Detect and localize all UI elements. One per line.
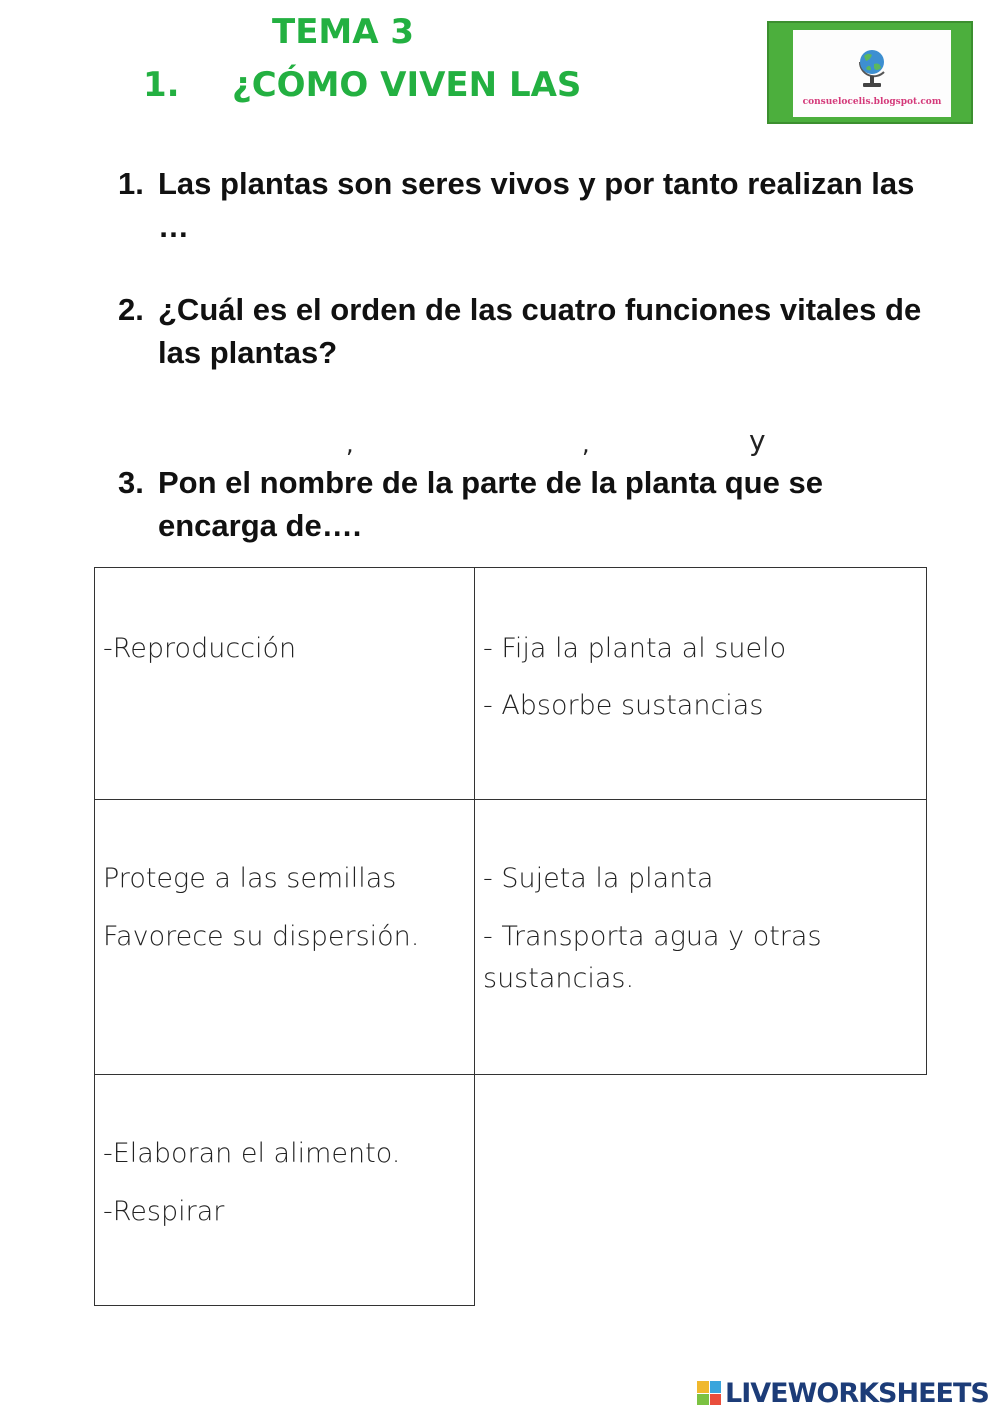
brand-name: LIVEWORKSHEETS: [725, 1377, 989, 1409]
blog-logo: [767, 21, 973, 124]
answer-separator: y: [749, 424, 766, 457]
cell-line: -Respirar: [103, 1196, 225, 1227]
question-number: 3.: [118, 465, 144, 500]
cell-line: Favorece su dispersión.: [103, 921, 420, 952]
question-text: ¿Cuál es el orden de las cuatro funciones vitales de las plantas?: [158, 292, 922, 370]
icon-square: [697, 1381, 709, 1393]
cell-line: - Sujeta la planta: [483, 863, 714, 894]
cell-line: - Absorbe sustancias: [483, 690, 764, 721]
liveworksheets-icon: [697, 1381, 721, 1405]
icon-square: [710, 1394, 722, 1406]
question-1: [118, 162, 948, 248]
question-text: Las plantas son seres vivos y por tanto realizan las …: [158, 166, 915, 244]
answer-separator: ,: [582, 430, 590, 458]
table-cell-root: [474, 567, 927, 800]
icon-square: [710, 1381, 722, 1393]
worksheet-title: ¿CÓMO VIVEN LAS: [232, 65, 582, 105]
table-cell-fruit: [94, 799, 475, 1075]
question-number: 2.: [118, 292, 144, 327]
liveworksheets-brand: [697, 1376, 989, 1410]
question-3: [118, 461, 948, 547]
cell-line: -Elaboran el alimento.: [103, 1138, 401, 1169]
table-cell-leaf: [94, 1074, 475, 1306]
cell-line: - Transporta agua y otras sustancias.: [483, 921, 822, 994]
table-cell-stem: [474, 799, 927, 1075]
answer-separator: ,: [346, 430, 354, 458]
question-text: Pon el nombre de la parte de la planta que se encarga de….: [158, 465, 823, 543]
title-number: 1.: [143, 65, 180, 105]
table-cell-reproduction: [94, 567, 475, 800]
logo-url: consuelocelis.blogspot.com: [802, 97, 942, 107]
question-2: [118, 288, 948, 374]
cell-line: - Fija la planta al suelo: [483, 633, 787, 664]
icon-square: [697, 1394, 709, 1406]
question-number: 1.: [118, 166, 144, 201]
worksheet-topic: TEMA 3: [272, 12, 415, 52]
cell-line: Protege a las semillas: [103, 863, 397, 894]
cell-line: -Reproducción: [103, 633, 297, 664]
globe-icon: [854, 44, 890, 90]
